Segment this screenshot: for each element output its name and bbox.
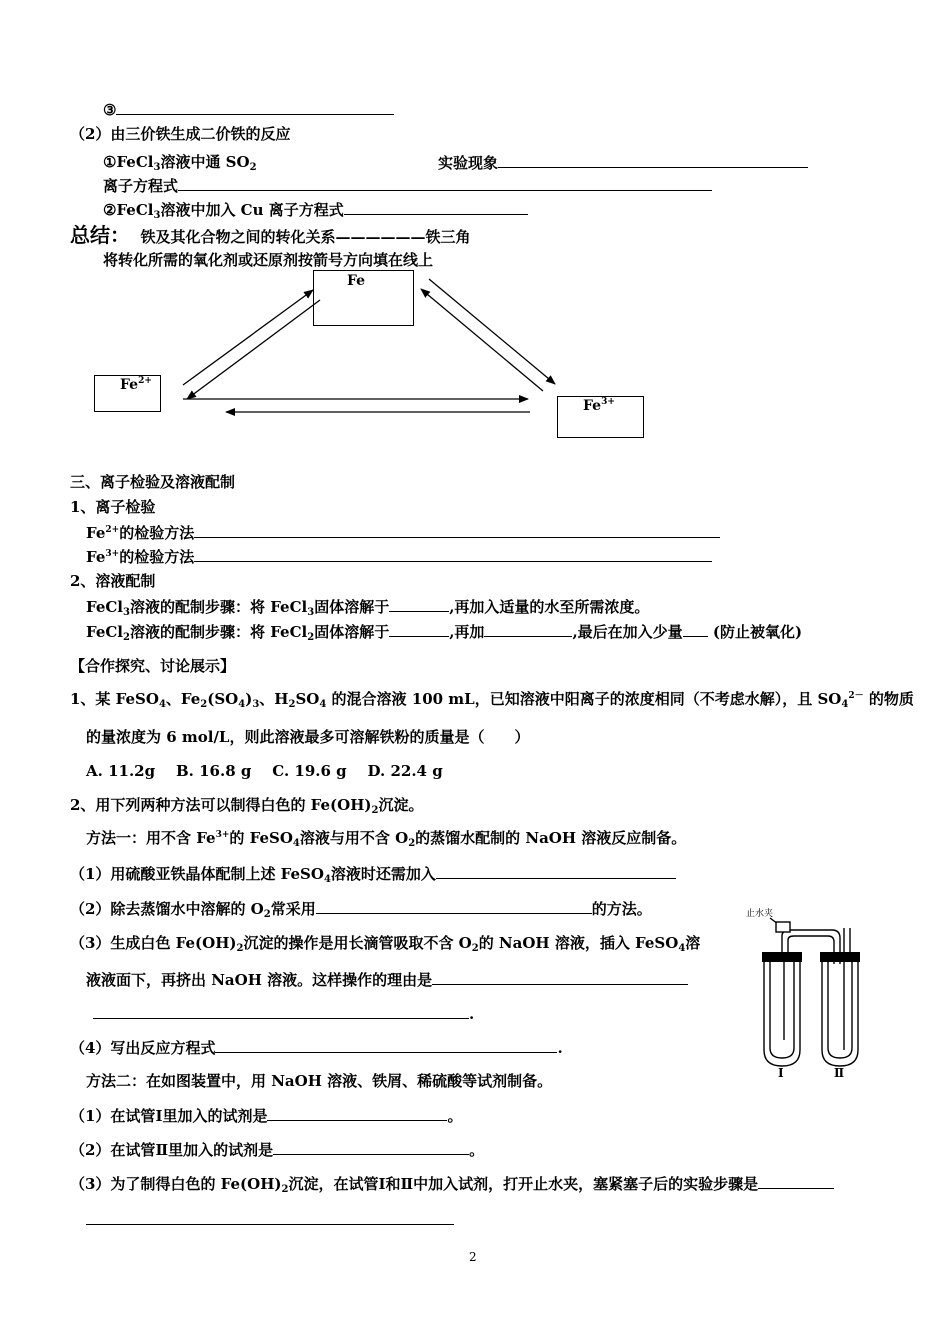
method-1-desc: 方法一：用不含 $Fe^{3+}$的 FeSO$_4$溶液与用不含 $O_2$的蒸馏水配制的 NaOH 溶液反应制备。 bbox=[86, 829, 687, 849]
option-b: B. 16.8 g bbox=[176, 762, 252, 780]
arrow-fe-to-fe2 bbox=[187, 300, 320, 399]
fecl3-prep-line: FeCl$_3$溶液的配制步骤：将 FeCl$_3$固体溶解于 ,再加入适量的水至所需浓度。 bbox=[86, 598, 650, 618]
method-1-q3-cont: 液液面下，再挤出 NaOH 溶液。这样操作的理由是 bbox=[86, 970, 688, 989]
arrow-fe2-to-fe bbox=[183, 290, 313, 385]
option-d: D. 22.4 g bbox=[367, 762, 443, 780]
summary-line: 总结： 铁及其化合物之间的转化关系——————铁三角 bbox=[70, 223, 471, 247]
tube-2-label: Ⅱ bbox=[834, 1066, 845, 1080]
problem-1-line-2: 的量浓度为 6 mol/L，则此溶液最多可溶解铁粉的质量是（ ） bbox=[86, 728, 530, 746]
page-number: 2 bbox=[469, 1250, 477, 1264]
method-1-q4: （4）写出反应方程式 . bbox=[70, 1039, 563, 1057]
method-2-q2: （2）在试管Ⅱ里加入的试剂是 。 bbox=[70, 1141, 485, 1159]
cooperation-title: 【合作探究、讨论展示】 bbox=[70, 657, 236, 675]
apparatus-figure bbox=[740, 900, 890, 1080]
method-2-q3: （3）为了制得白色的 $Fe(OH)_2$沉淀，在试管Ⅰ和Ⅱ中加入试剂，打开止水夹，塞紧塞子后的实验步骤是 bbox=[70, 1174, 834, 1193]
section-2-title: （2）由三价铁生成二价铁的反应 bbox=[70, 125, 291, 143]
method-1-q3: （3）生成白色 $Fe(OH)_2$沉淀的操作是用长滴管吸取不含 $O_2$的 NaOH 溶液，插入 FeSO$_4$溶 bbox=[70, 934, 701, 954]
fecl2-prep-line: FeCl$_2$溶液的配制步骤：将 FeCl$_2$固体溶解于 ,再加 ,最后在加入少量 (防止被氧化) bbox=[86, 623, 803, 643]
method-1-q1: （1）用硫酸亚铁晶体配制上述 FeSO$_4$溶液时还需加入 bbox=[70, 864, 676, 883]
method-1-q2: （2）除去蒸馏水中溶解的 $O_2$常采用 的方法。 bbox=[70, 900, 652, 920]
arrow-fe3-to-fe bbox=[421, 289, 543, 391]
summary-instruction: 将转化所需的氧化剂或还原剂按箭号方向填在线上 bbox=[103, 251, 434, 269]
ionic-equation-line: 离子方程式 bbox=[103, 176, 712, 195]
circled-item-3: ③ bbox=[103, 100, 394, 119]
triangle-arrows bbox=[0, 0, 950, 500]
fe2-test-line: $Fe^{2+}$的检验方法 bbox=[86, 523, 720, 542]
method-2-q3-blank bbox=[86, 1210, 454, 1229]
option-a: A. 11.2g bbox=[86, 762, 156, 780]
tube-1 bbox=[770, 960, 794, 1058]
arrow-fe-to-fe3 bbox=[429, 279, 555, 384]
tube-2 bbox=[828, 960, 852, 1058]
fecl3-so2-line: ①FeCl$_3$溶液中通 $SO_2$ bbox=[103, 153, 257, 173]
option-c: C. 19.6 g bbox=[272, 762, 347, 780]
phenomenon-line: 实验现象 bbox=[438, 153, 808, 172]
stopper-2 bbox=[820, 952, 860, 962]
fe-label: Fe bbox=[347, 273, 366, 289]
method-2-q1: （1）在试管Ⅰ里加入的试剂是 。 bbox=[70, 1107, 463, 1125]
clamp-label: 止水夹 bbox=[746, 909, 774, 919]
section-3-title: 三、离子检验及溶液配制 bbox=[70, 473, 236, 491]
problem-2-title: 2、用下列两种方法可以制得白色的 $Fe(OH)_2$沉淀。 bbox=[70, 796, 424, 816]
section-3-2: 2、溶液配制 bbox=[70, 572, 156, 590]
method-1-q3-blank: . bbox=[93, 1004, 474, 1023]
problem-1-line-1: 1、某 FeSO$_4$、$Fe_2(SO_4)_3$、$H_2SO_4$ 的混合溶液 100 mL，已知溶液中阳离子的浓度相同（不考虑水解），且 $SO_4^{2-}$ 的物质 bbox=[70, 690, 914, 710]
section-3-1: 1、离子检验 bbox=[70, 498, 156, 516]
fe3-test-line: $Fe^{3+}$的检验方法 bbox=[86, 547, 712, 566]
fecl3-cu-line: ②FeCl$_3$溶液中加入 Cu 离子方程式 bbox=[103, 200, 528, 219]
problem-1-options bbox=[86, 762, 443, 780]
fe3-label: $Fe^{3+}$ bbox=[583, 397, 615, 414]
method-2-desc: 方法二：在如图装置中，用 NaOH 溶液、铁屑、稀硫酸等试剂制备。 bbox=[86, 1072, 553, 1090]
stopper-1 bbox=[762, 952, 802, 962]
tube-1-label: Ⅰ bbox=[778, 1066, 784, 1080]
fe2-label: $Fe^{2+}$ bbox=[120, 376, 152, 393]
